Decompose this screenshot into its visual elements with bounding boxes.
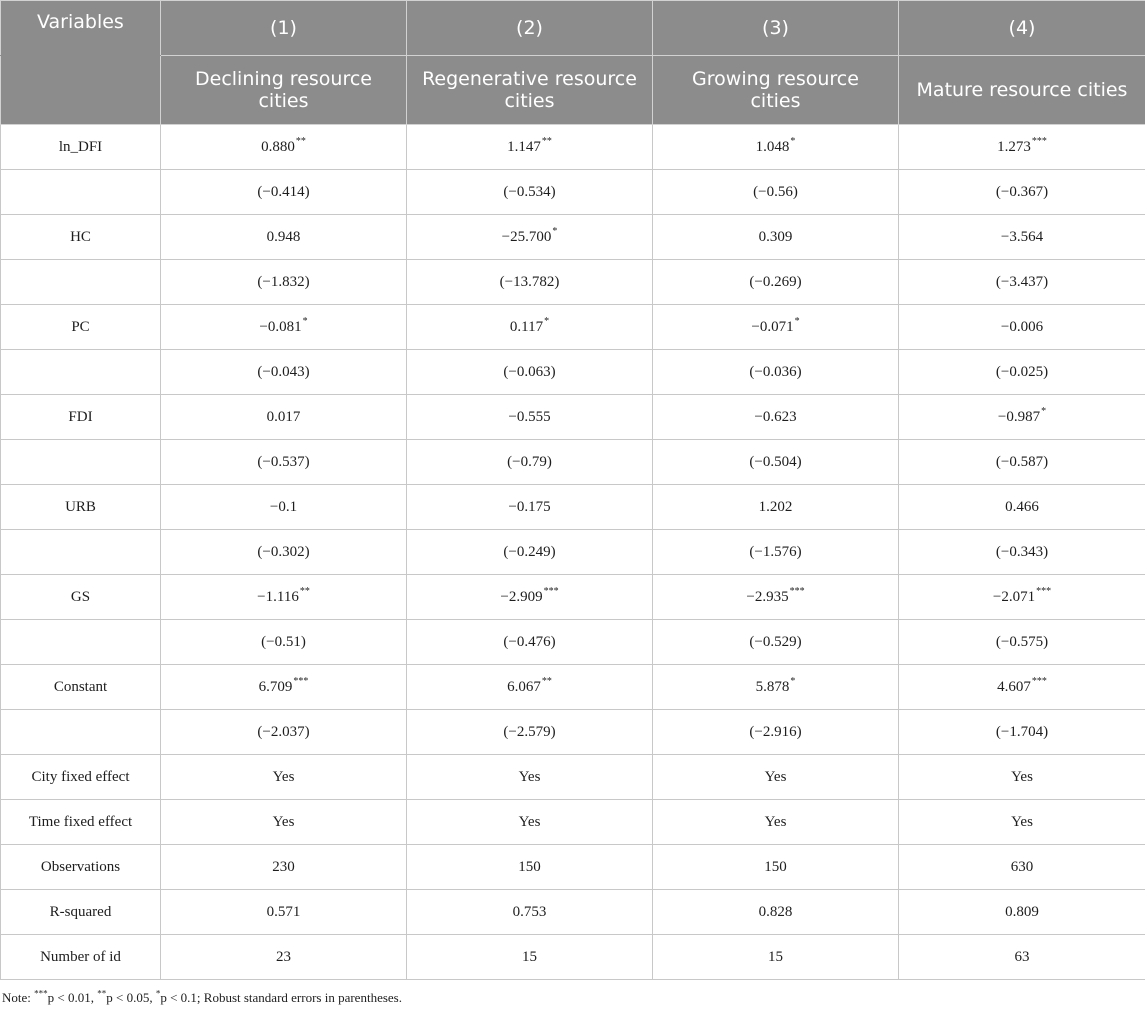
cell-value: (−0.302) xyxy=(257,543,310,560)
cell-value: (−0.575) xyxy=(995,633,1049,650)
table-cell xyxy=(653,350,899,395)
table-cell xyxy=(899,215,1145,260)
table-row xyxy=(1,845,1145,890)
cell-value: (−0.269) xyxy=(749,273,802,290)
cell-value: (−2.579) xyxy=(503,723,556,740)
table-cell xyxy=(161,845,407,890)
table-cell xyxy=(899,575,1145,620)
table-cell xyxy=(161,755,407,800)
table-cell xyxy=(899,755,1145,800)
cell-value: 0.017 xyxy=(266,408,301,425)
table-cell xyxy=(653,710,899,755)
row-label xyxy=(1,260,161,305)
row-label: ln_DFI xyxy=(1,125,161,170)
table-cell xyxy=(653,800,899,845)
cell-value: 6.067 xyxy=(507,678,541,695)
table-cell xyxy=(407,440,653,485)
cell-value: 1.273 xyxy=(997,138,1031,155)
table-cell xyxy=(407,575,653,620)
cell-value: (−0.043) xyxy=(257,363,310,380)
cell-value: (−0.063) xyxy=(503,363,556,380)
table-cell xyxy=(161,305,407,350)
table-cell xyxy=(161,620,407,665)
table-cell xyxy=(407,665,653,710)
table-cell xyxy=(407,350,653,395)
table-row xyxy=(1,620,1145,665)
table-row xyxy=(1,260,1145,305)
row-label xyxy=(1,440,161,485)
table-cell xyxy=(899,305,1145,350)
cell-value: 4.607 xyxy=(997,678,1031,695)
cell-value: (−0.51) xyxy=(261,633,306,650)
table-cell xyxy=(653,395,899,440)
cell-value: (−0.414) xyxy=(257,183,310,200)
table-cell xyxy=(407,260,653,305)
table-cell xyxy=(407,935,653,980)
cell-value: −0.555 xyxy=(508,408,551,425)
table-row xyxy=(1,935,1145,980)
note-text-1: p < 0.01, xyxy=(47,990,98,1005)
table-row xyxy=(1,125,1145,170)
significance-stars: *** xyxy=(1031,675,1047,687)
significance-stars: *** xyxy=(293,675,309,687)
table-cell xyxy=(161,710,407,755)
table-cell xyxy=(899,485,1145,530)
cell-value: 1.048 xyxy=(755,138,790,155)
table-note xyxy=(2,990,402,1006)
table-cell xyxy=(161,170,407,215)
column-number-3: (3) xyxy=(653,1,899,56)
table-cell xyxy=(407,620,653,665)
table-cell xyxy=(161,440,407,485)
cell-value: (−13.782) xyxy=(499,273,560,290)
table-cell xyxy=(407,395,653,440)
cell-value: (−0.56) xyxy=(753,183,798,200)
significance-stars: *** xyxy=(543,585,559,597)
table-cell xyxy=(653,215,899,260)
cell-value: (−1.704) xyxy=(995,723,1049,740)
cell-value: (−1.576) xyxy=(749,543,802,560)
cell-value: (−0.249) xyxy=(503,543,556,560)
table-cell xyxy=(407,485,653,530)
note-text-3: p < 0.1; Robust standard errors in parentheses. xyxy=(160,990,402,1005)
table-cell xyxy=(161,260,407,305)
column-number-2: (2) xyxy=(407,1,653,56)
table-cell xyxy=(161,395,407,440)
cell-value: −0.987 xyxy=(997,408,1041,425)
significance-stars: * xyxy=(302,315,308,327)
table-cell xyxy=(407,755,653,800)
table-cell xyxy=(653,575,899,620)
cell-value: 0.309 xyxy=(758,228,793,245)
note-stars-2: ** xyxy=(97,988,107,999)
row-label: City fixed effect xyxy=(1,755,161,800)
note-stars-1: *** xyxy=(34,988,48,999)
table-cell xyxy=(899,800,1145,845)
cell-value: 0.880 xyxy=(261,138,295,155)
cell-value: (−2.916) xyxy=(749,723,802,740)
cell-value: Yes xyxy=(1011,813,1033,830)
row-label xyxy=(1,530,161,575)
cell-value: −0.071 xyxy=(751,318,794,335)
column-number-1: (1) xyxy=(161,1,407,56)
cell-value: (−0.587) xyxy=(995,453,1049,470)
table-cell xyxy=(161,890,407,935)
table-cell xyxy=(899,395,1145,440)
row-label: URB xyxy=(1,485,161,530)
cell-value: (−0.343) xyxy=(995,543,1049,560)
table-cell xyxy=(653,665,899,710)
row-label xyxy=(1,620,161,665)
significance-stars: ** xyxy=(541,135,552,147)
significance-stars: * xyxy=(544,315,550,327)
cell-value: (−0.504) xyxy=(749,453,802,470)
header-row-numbers xyxy=(1,1,1145,56)
cell-value: Yes xyxy=(518,768,541,785)
cell-value: 0.571 xyxy=(266,903,301,920)
cell-value: Yes xyxy=(518,813,541,830)
table-cell xyxy=(899,530,1145,575)
table-row xyxy=(1,215,1145,260)
table-cell xyxy=(407,170,653,215)
table-cell xyxy=(653,620,899,665)
cell-value: 0.466 xyxy=(1005,498,1039,515)
cell-value: (−0.529) xyxy=(749,633,802,650)
table-cell xyxy=(899,710,1145,755)
table-row xyxy=(1,800,1145,845)
table-cell xyxy=(653,755,899,800)
cell-value: Yes xyxy=(764,813,787,830)
table-row xyxy=(1,440,1145,485)
header-row-names xyxy=(1,56,1145,125)
cell-value: Yes xyxy=(272,813,295,830)
significance-stars: * xyxy=(790,675,796,687)
table-cell xyxy=(653,935,899,980)
cell-value: −0.1 xyxy=(269,498,298,515)
table-cell xyxy=(161,935,407,980)
row-label: R-squared xyxy=(1,890,161,935)
table-cell xyxy=(161,665,407,710)
table-cell xyxy=(407,215,653,260)
row-label: Number of id xyxy=(1,935,161,980)
table-row xyxy=(1,890,1145,935)
cell-value: 23 xyxy=(276,948,291,965)
row-label: PC xyxy=(1,305,161,350)
cell-value: 5.878 xyxy=(755,678,790,695)
table-row xyxy=(1,665,1145,710)
table-cell xyxy=(653,440,899,485)
row-label xyxy=(1,170,161,215)
table-cell xyxy=(407,800,653,845)
table-header xyxy=(1,1,1145,125)
cell-value: Yes xyxy=(764,768,787,785)
cell-value: (−0.036) xyxy=(749,363,802,380)
significance-stars: * xyxy=(794,315,800,327)
table-cell xyxy=(899,125,1145,170)
table-row xyxy=(1,170,1145,215)
table-cell xyxy=(161,485,407,530)
table-cell xyxy=(161,215,407,260)
table-cell xyxy=(161,350,407,395)
significance-stars: * xyxy=(790,135,796,147)
column-name-4: Mature resource cities xyxy=(899,56,1145,125)
cell-value: 150 xyxy=(764,858,787,875)
table-cell xyxy=(899,260,1145,305)
table-cell xyxy=(407,890,653,935)
cell-value: (−0.79) xyxy=(507,453,552,470)
table-cell xyxy=(899,170,1145,215)
table-cell xyxy=(161,530,407,575)
table-cell xyxy=(653,890,899,935)
table-cell xyxy=(899,665,1145,710)
significance-stars: * xyxy=(552,225,558,237)
table-cell xyxy=(407,530,653,575)
row-label: FDI xyxy=(1,395,161,440)
table-cell xyxy=(653,305,899,350)
cell-value: (−0.367) xyxy=(995,183,1049,200)
cell-value: 1.147 xyxy=(507,138,541,155)
cell-value: −3.564 xyxy=(1000,228,1044,245)
cell-value: 150 xyxy=(518,858,541,875)
table-cell xyxy=(161,125,407,170)
table-row xyxy=(1,710,1145,755)
cell-value: 0.948 xyxy=(266,228,301,245)
cell-value: −1.116 xyxy=(257,588,299,605)
cell-value: (−0.025) xyxy=(995,363,1049,380)
table-row xyxy=(1,755,1145,800)
table-cell xyxy=(899,620,1145,665)
table-row xyxy=(1,395,1145,440)
table-cell xyxy=(407,125,653,170)
column-number-4: (4) xyxy=(899,1,1145,56)
cell-value: 0.117 xyxy=(509,318,544,335)
significance-stars: *** xyxy=(1031,135,1047,147)
row-label: HC xyxy=(1,215,161,260)
significance-stars: *** xyxy=(789,585,805,597)
cell-value: −25.700 xyxy=(501,228,552,245)
table-cell xyxy=(899,350,1145,395)
column-name-2: Regenerative resource cities xyxy=(407,56,653,125)
table-cell xyxy=(899,440,1145,485)
table-row xyxy=(1,575,1145,620)
cell-value: −0.006 xyxy=(1000,318,1044,335)
table-cell xyxy=(899,890,1145,935)
cell-value: 0.753 xyxy=(512,903,547,920)
table-row xyxy=(1,530,1145,575)
cell-value: 0.809 xyxy=(1005,903,1039,920)
note-stars-3: * xyxy=(155,988,161,999)
row-label xyxy=(1,710,161,755)
cell-value: 15 xyxy=(768,948,783,965)
table-cell xyxy=(653,530,899,575)
row-label: Constant xyxy=(1,665,161,710)
cell-value: −0.081 xyxy=(259,318,302,335)
cell-value: −0.623 xyxy=(754,408,797,425)
table-cell xyxy=(161,800,407,845)
significance-stars: * xyxy=(1041,405,1047,417)
table-cell xyxy=(407,845,653,890)
table-body xyxy=(1,125,1145,980)
cell-value: 230 xyxy=(272,858,295,875)
table-cell xyxy=(653,845,899,890)
significance-stars: ** xyxy=(295,135,306,147)
cell-value: (−3.437) xyxy=(995,273,1049,290)
cell-value: −2.071 xyxy=(992,588,1036,605)
significance-stars: *** xyxy=(1036,585,1052,597)
cell-value: (−2.037) xyxy=(257,723,310,740)
table-cell xyxy=(653,125,899,170)
note-text-2: p < 0.05, xyxy=(106,990,156,1005)
table-cell xyxy=(653,485,899,530)
significance-stars: ** xyxy=(299,585,310,597)
table-cell xyxy=(899,845,1145,890)
table-cell xyxy=(899,935,1145,980)
cell-value: (−0.537) xyxy=(257,453,310,470)
column-name-3: Growing resource cities xyxy=(653,56,899,125)
cell-value: −2.935 xyxy=(746,588,789,605)
cell-value: −2.909 xyxy=(500,588,543,605)
cell-value: (−0.476) xyxy=(503,633,556,650)
row-label: Observations xyxy=(1,845,161,890)
row-label: Time fixed effect xyxy=(1,800,161,845)
variables-header-blank xyxy=(1,56,161,125)
cell-value: (−0.534) xyxy=(503,183,556,200)
variables-header: Variables xyxy=(1,1,161,56)
cell-value: 1.202 xyxy=(758,498,793,515)
row-label: GS xyxy=(1,575,161,620)
cell-value: Yes xyxy=(272,768,295,785)
table-cell xyxy=(653,260,899,305)
table-row xyxy=(1,305,1145,350)
cell-value: 6.709 xyxy=(258,678,293,695)
cell-value: 0.828 xyxy=(758,903,793,920)
significance-stars: ** xyxy=(541,675,552,687)
cell-value: −0.175 xyxy=(508,498,551,515)
table-cell xyxy=(653,170,899,215)
cell-value: 15 xyxy=(522,948,537,965)
row-label xyxy=(1,350,161,395)
cell-value: (−1.832) xyxy=(257,273,310,290)
cell-value: Yes xyxy=(1011,768,1033,785)
cell-value: 630 xyxy=(1010,858,1034,875)
note-prefix: Note: xyxy=(2,990,35,1005)
table-cell xyxy=(407,710,653,755)
table-row xyxy=(1,485,1145,530)
table-cell xyxy=(161,575,407,620)
column-name-1: Declining resource cities xyxy=(161,56,407,125)
table-row xyxy=(1,350,1145,395)
cell-value: 63 xyxy=(1014,948,1030,965)
table-cell xyxy=(407,305,653,350)
